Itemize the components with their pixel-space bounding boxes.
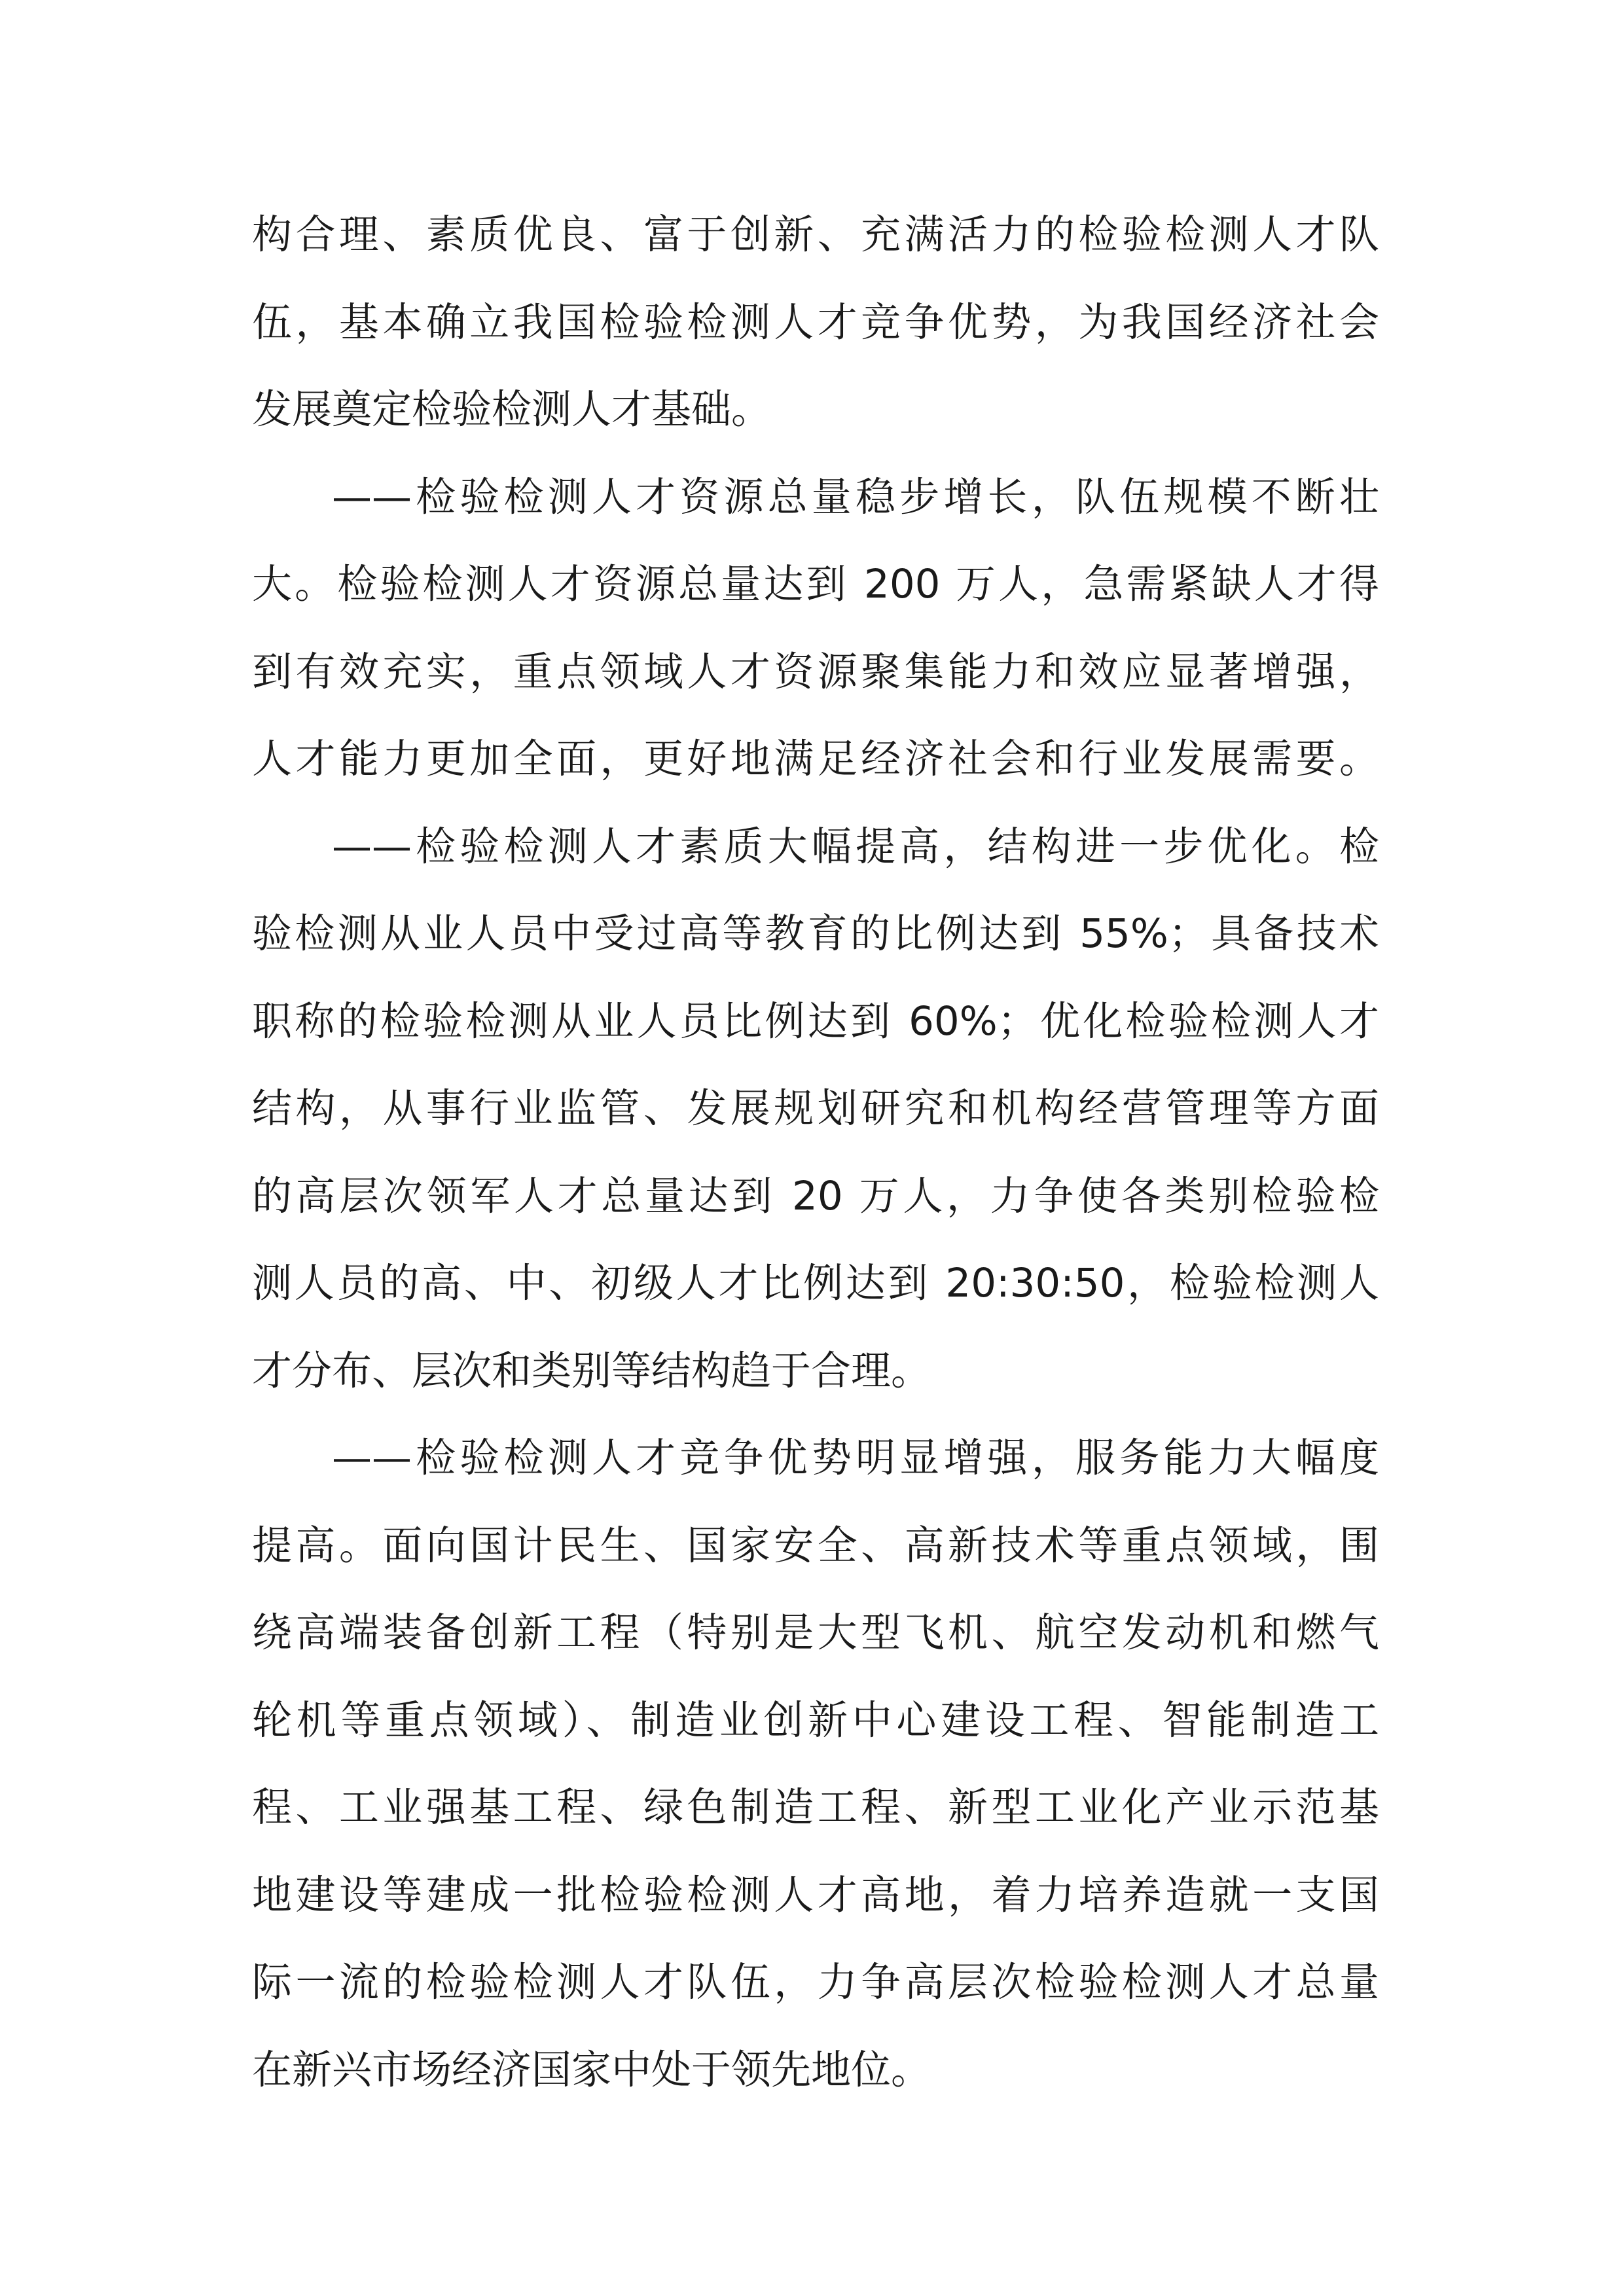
text-line: 职称的检验检测从业人员比例达到 60%；优化检验检测人才 xyxy=(252,997,1379,1045)
text-line: ——检验检测人才资源总量稳步增长，队伍规模不断壮 xyxy=(332,473,1379,520)
text-line: 轮机等重点领域）、制造业创新中心建设工程、智能制造工 xyxy=(252,1696,1379,1744)
text-line: 际一流的检验检测人才队伍，力争高层次检验检测人才总量 xyxy=(252,1959,1379,2005)
paragraph-4 xyxy=(252,1414,1379,2113)
text-line: 才分布、层次和类别等结构趋于合理。 xyxy=(252,1347,931,1394)
paragraph-1 xyxy=(252,191,1379,454)
text-line: ——检验检测人才素质大幅提高，结构进一步优化。检 xyxy=(332,823,1379,870)
body-text xyxy=(252,191,1379,2113)
text-line: 的高层次领军人才总量达到 20 万人，力争使各类别检验检 xyxy=(252,1172,1379,1219)
text-line: 在新兴市场经济国家中处于领先地位。 xyxy=(252,2046,931,2093)
text-line: 绕高端装备创新工程（特别是大型飞机、航空发动机和燃气 xyxy=(252,1609,1379,1656)
text-line: 验检测从业人员中受过高等教育的比例达到 55%；具备技术 xyxy=(252,910,1379,957)
text-line: 人才能力更加全面，更好地满足经济社会和行业发展需要。 xyxy=(252,736,1379,782)
paragraph-3 xyxy=(252,803,1379,1415)
text-line: 测人员的高、中、初级人才比例达到 20:30:50，检验检测人 xyxy=(252,1260,1379,1306)
text-line: 结构，从事行业监管、发展规划研究和机构经营管理等方面 xyxy=(252,1085,1379,1132)
text-line: 到有效充实，重点领域人才资源聚集能力和效应显著增强， xyxy=(252,648,1379,695)
text-line: 提高。面向国计民生、国家安全、高新技术等重点领域，围 xyxy=(252,1522,1379,1569)
text-line: 地建设等建成一批检验检测人才高地，着力培养造就一支国 xyxy=(252,1871,1379,1918)
text-line: ——检验检测人才竞争优势明显增强，服务能力大幅度 xyxy=(332,1435,1379,1481)
paragraph-2 xyxy=(252,454,1379,803)
text-line: 大。检验检测人才资源总量达到 200 万人，急需紧缺人才得 xyxy=(252,561,1379,607)
text-line: 程、工业强基工程、绿色制造工程、新型工业化产业示范基 xyxy=(252,1784,1379,1831)
text-line: 发展奠定检验检测人才基础。 xyxy=(252,386,772,433)
text-line: 构合理、素质优良、富于创新、充满活力的检验检测人才队 xyxy=(252,211,1379,258)
text-line: 伍，基本确立我国检验检测人才竞争优势，为我国经济社会 xyxy=(252,298,1379,346)
